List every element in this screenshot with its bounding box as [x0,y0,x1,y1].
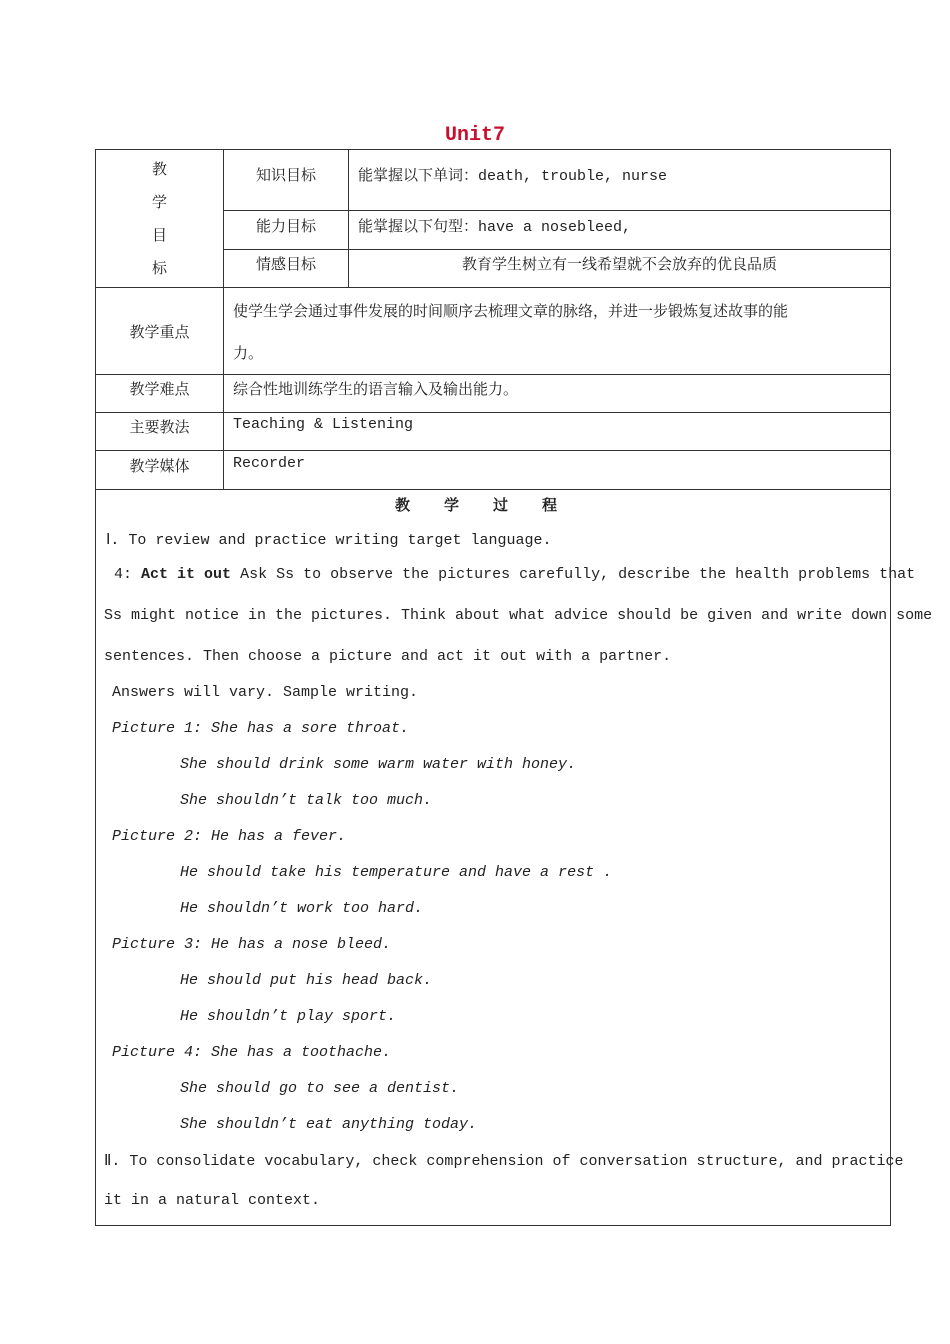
picture-4-shouldnt: She shouldn’t eat anything today. [180,1116,478,1133]
objective-row-knowledge [96,150,891,211]
process-cell [96,490,933,1226]
picture-1-problem: Picture 1: She has a sore throat. [112,720,410,737]
picture-4-should: She should go to see a dentist. [180,1080,460,1097]
difficulties-content: 综合性地训练学生的语言输入及输出能力。 [224,375,891,413]
picture-3-should: He should put his head back. [180,972,433,989]
key-points-label: 教学重点 [96,288,224,375]
document-title: Unit7 [444,124,505,147]
lesson-plan-table [95,149,933,1226]
objective-content-emotion: 教育学生树立有一线希望就不会放弃的优良品质 [349,250,891,288]
methods-content: Teaching & Listening [224,413,891,451]
process-body [96,490,933,1225]
act-it-out-line-1: 4: Act it out Ask Ss to observe the pictures carefully, describe the health problems that [114,566,916,583]
objective-label-knowledge: 知识目标 [224,150,349,211]
picture-2-problem: Picture 2: He has a fever. [112,828,347,845]
picture-3-problem: Picture 3: He has a nose bleed. [112,936,392,953]
media-label: 教学媒体 [96,451,224,490]
section-2-line-2: it in a natural context. [104,1192,321,1209]
act-it-out-title: Act it out [141,566,232,583]
media-row [96,451,891,490]
key-points-content: 使学生学会通过事件发展的时间顺序去梳理文章的脉络，并进一步锻炼复述故事的能 力。 [224,288,891,375]
objective-content-knowledge: 能掌握以下单词：death, trouble, nurse [349,150,891,211]
section-1-heading: Ⅰ. To review and practice writing target language. [106,532,552,549]
media-content: Recorder [224,451,891,490]
objective-label-emotion: 情感目标 [224,250,349,288]
objective-label-ability: 能力目标 [224,211,349,250]
picture-1-shouldnt: She shouldn’t talk too much. [180,792,433,809]
methods-row [96,413,891,451]
picture-2-shouldnt: He shouldn’t work too hard. [180,900,424,917]
difficulties-row [96,375,891,413]
process-row [96,490,891,1226]
process-heading: 教学过程 [394,496,591,514]
objective-content-ability: 能掌握以下句型：have a nosebleed, [349,211,891,250]
act-it-out-line-2: Ss might notice in the pictures. Think about what advice should be given and write down some [104,607,933,624]
picture-4-problem: Picture 4: She has a toothache. [112,1044,392,1061]
act-it-out-line-3: sentences. Then choose a picture and act it out with a partner. [104,648,672,665]
picture-1-should: She should drink some warm water with honey. [180,756,577,773]
methods-label: 主要教法 [96,413,224,451]
difficulties-label: 教学难点 [96,375,224,413]
picture-3-shouldnt: He shouldn’t play sport. [180,1008,397,1025]
key-points-row [96,288,891,375]
section-2-line-1: Ⅱ. To consolidate vocabulary, check comprehension of conversation structure, and practice [104,1153,904,1170]
objectives-label: 教 学 目 标 [96,150,224,288]
answers-note: Answers will vary. Sample writing. [112,684,419,701]
picture-2-should: He should take his temperature and have a rest . [180,864,613,881]
